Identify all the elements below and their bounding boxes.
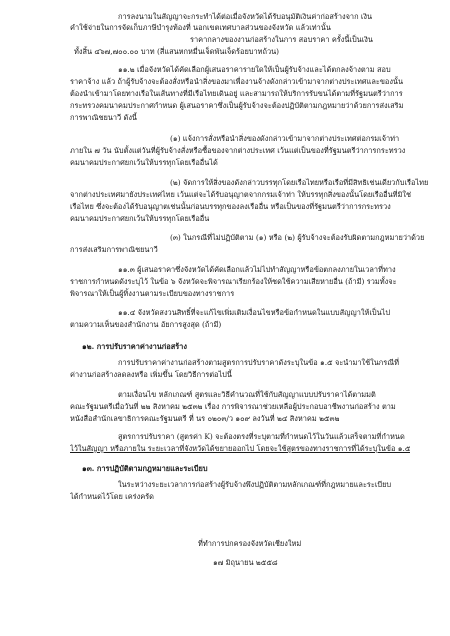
- section-12-body2-line: ไว้ในสัญญา หรือภายใน ระยะเวลาที่จังหวัดได้ขยายออกไป โดยจะใช้สูตรของทางราชการที่ได้ระบุในข้อ ๑.๕: [70, 444, 411, 453]
- section-12-line: การปรับราคาค่างานก่อสร้างตามสูตรการปรับราคาดังระบุในข้อ ๑.๕ จะนำมาใช้ในกรณีที่: [118, 358, 399, 367]
- section-12-body1-line: ตามเงื่อนไข หลักเกณฑ์ สูตรและวิธีคำนวณที่ใช้กับสัญญาแบบปรับราคาได้ตามมติ: [118, 390, 376, 399]
- clause-11-2-2-line: (๒) จัดการให้สิ่งของดังกล่าวบรรทุกโดยเรือไทยหรือเรือที่มีสิทธิเช่นเดียวกับเรือไทย: [170, 178, 429, 187]
- section-13-heading: ๑๓. การปฏิบัติตามกฎหมายและระเบียบ: [82, 464, 208, 473]
- issuing-office: ที่ทำการปกครองจังหวัดเชียงใหม่: [198, 539, 302, 548]
- intro-line: ราคากลางของงานก่อสร้างในการ สอบราคา ครั้งนี้เป็นเงิน: [190, 35, 373, 44]
- clause-11-3-line: ราชการกำหนดดังระบุไว้ ในข้อ ๖ จังหวัดจะพิจารณาเรียกร้องให้ชดใช้ความเสียหายอื่น (ถ้ามี) รวมทั้งจะ: [70, 277, 397, 286]
- clause-11-2-3-line: (๓) ในกรณีที่ไม่ปฏิบัติตาม (๑) หรือ (๒) ผู้รับจ้างจะต้องรับผิดตามกฎหมายว่าด้วย: [170, 233, 425, 242]
- clause-11-3-line: พิจารณาให้เป็นผู้ทิ้งงานตามระเบียบของทางราชการ: [70, 289, 235, 298]
- clause-11-2-line: ต้องนำเข้ามาโดยทางเรือในเส้นทางที่มีเรือไทยเดินอยู่ และสามารถให้บริการรับขนได้ตามที่รัฐมนตรีว่าการ: [70, 89, 403, 98]
- clause-11-3-line: ๑๑.๓ ผู้เสนอราคาซึ่งจังหวัดได้คัดเลือกแล้วไม่ไปทำสัญญาหรือข้อตกลงภายในเวลาที่ทาง: [118, 265, 396, 274]
- clause-11-2-1-line: (๑) แจ้งการสั่งหรือนำสิ่งของดังกล่าวเข้ามาจากต่างประเทศต่อกรมเจ้าท่า: [170, 134, 400, 143]
- section-12-heading: ๑๒. การปรับราคาค่างานก่อสร้าง: [82, 342, 187, 351]
- clause-11-2-3-line: การส่งเสริมการพาณิชยนาวี: [70, 245, 158, 254]
- clause-11-2-2-line: เรือไทย ซึ่งจะต้องได้รับอนุญาตเช่นนั้นก่อนบรรทุกของลงเรืออื่น หรือเป็นของที่รัฐมนตรีว่าการกระทรวง: [70, 202, 391, 211]
- clause-11-2-2-line: จากต่างประเทศมายังประเทศไทย เว้นแต่จะได้รับอนุญาตจากกรมเจ้าท่า ให้บรรทุกสิ่งของนั้นโดยเรืออื่นที่มิใช่: [70, 190, 412, 199]
- clause-11-4-line: ๑๑.๔ จังหวัดสงวนสิทธิ์ที่จะแก้ไขเพิ่มเติมเงื่อนไขหรือข้อกำหนดในแบบสัญญาให้เป็นไป: [118, 308, 391, 317]
- clause-11-2-line: กระทรวงคมนาคมประกาศกำหนด ผู้เสนอราคาซึ่งเป็นผู้รับจ้างจะต้องปฏิบัติตามกฎหมายว่าด้วยการส่งเสริม: [70, 101, 404, 110]
- section-13-line: ได้กำหนดไว้โดย เคร่งครัด: [70, 492, 154, 501]
- clause-11-4-line: ตามความเห็นของสำนักงาน อัยการสูงสุด (ถ้ามี): [70, 320, 222, 329]
- clause-11-2-line: ๑๑.๒ เมื่อจังหวัดได้คัดเลือกผู้เสนอราคารายใดให้เป็นผู้รับจ้างและได้ตกลงจ้างตาม สอบ: [118, 65, 391, 74]
- clause-11-2-line: ราคาจ้าง แล้ว ถ้าผู้รับจ้างจะต้องสั่งหรือนำสิ่งของมาเพื่องานจ้างดังกล่าวเข้ามาจากต่างประเทศและของนั้น: [70, 77, 404, 86]
- clause-11-2-1-line: ภายใน ๗ วัน นับตั้งแต่วันที่ผู้รับจ้างสั่งหรือซื้อของจากต่างประเทศ เว้นแต่เป็นของที่รัฐมนตรีว่าการกระทรวง: [70, 146, 406, 155]
- clause-11-2-line: การพาณิชยนาวี ดังนี้: [70, 113, 137, 122]
- intro-line: การลงนามในสัญญาจะกระทำได้ต่อเมื่อจังหวัดได้รับอนุมัติเงินค่าก่อสร้างจาก เงิน: [118, 12, 373, 21]
- section-12-body1-line: คณะรัฐมนตรีเมื่อวันที่ ๒๒ สิงหาคม ๒๕๓๒ เรื่อง การพิจารณาช่วยเหลือผู้ประกอบอาชีพงานก่อสร้าง ตาม: [70, 402, 396, 411]
- clause-11-2-2-line: คมนาคมประกาศยกเว้นให้บรรทุกโดยเรืออื่น: [70, 214, 210, 223]
- clause-11-2-1-line: คมนาคมประกาศยกเว้นให้บรรทุกโดยเรืออื่นได้: [70, 158, 218, 167]
- section-12-body1-line: หนังสือสำนักเลขาธิการคณะรัฐมนตรี ที่ นร ๐๒๐๓/ว ๑๐๙ ลงวันที่ ๒๔ สิงหาคม ๒๕๓๒: [70, 414, 340, 423]
- issue-date: ๑๗ มิถุนายน ๒๕๕๘: [213, 558, 278, 567]
- intro-line: คำใช้จ่ายในการจัดเก็บภาษีบำรุงท้องที่ นอกเขตเทศบาลส่วนของจังหวัด แล้วเท่านั้น: [70, 23, 331, 32]
- section-13-line: ในระหว่างระยะเวลาการก่อสร้างผู้รับจ้างพึงปฏิบัติตามหลักเกณฑ์ที่กฎหมายและระเบียบ: [118, 480, 392, 489]
- section-12-body2-line: สูตรการปรับราคา (สูตรค่า K) จะต้องตรงที่ระบุตามที่กำหนดไว้ในวันแล้วเสร็จตามที่กำหนด: [118, 432, 405, 441]
- section-12-line: ค่างานก่อสร้างลดลงหรือ เพิ่มขึ้น โดยวิธีการต่อไปนี้: [70, 370, 232, 379]
- intro-line: ทั้งสิ้น ๔๖๗,๗๐๐.๐๐ บาท (สี่แสนหกหมื่นเจ็ดพันเจ็ดร้อยบาทถ้วน): [74, 47, 280, 56]
